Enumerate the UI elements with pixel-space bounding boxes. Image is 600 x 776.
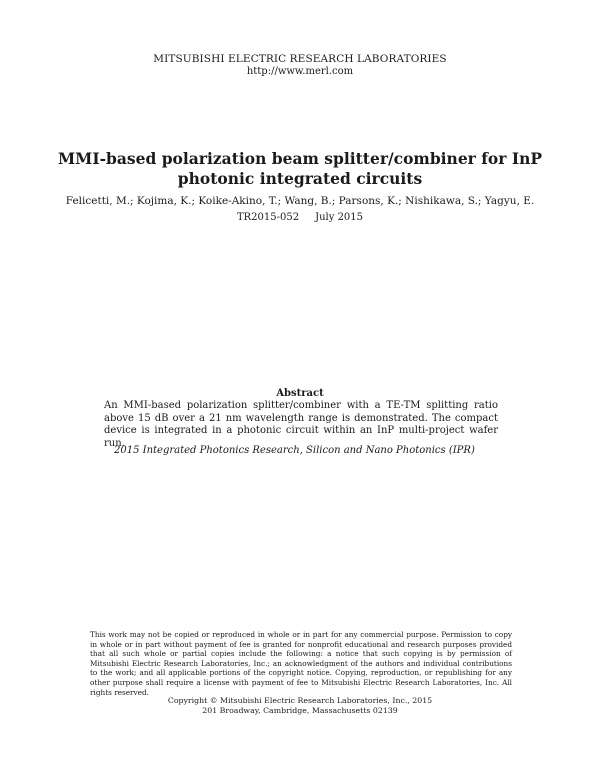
paper-title-line-2: photonic integrated circuits bbox=[177, 169, 423, 188]
copyright-block bbox=[0, 696, 600, 715]
address-line: 201 Broadway, Cambridge, Massachusetts 02139 bbox=[202, 705, 398, 715]
paper-title-line-1: MMI-based polarization beam splitter/combiner for InP bbox=[58, 149, 542, 168]
copyright-notice: This work may not be copied or reproduced in whole or in part for any commercial purpose. Permission to copy in whole or in part without payment of fee is granted for nonprofit educational and research purposes provided that all such whole or partial copies include the following: a notice that such copying is by permission of Mitsubishi Electric Research Laboratories, Inc.; an acknowledgment of the authors and individual contributions to the work; and all applicable portions of the copyright notice. Copying, reproduction, or republishing for any other purpose shall require a license with payment of fee to Mitsubishi Electric Research Laboratories, Inc. All rights reserved. bbox=[90, 630, 512, 697]
report-date: July 2015 bbox=[315, 212, 364, 223]
paper-title bbox=[0, 149, 600, 189]
lab-url: http://www.merl.com bbox=[246, 66, 354, 77]
publication-venue: 2015 Integrated Photonics Research, Silicon and Nano Photonics (IPR) bbox=[114, 445, 475, 456]
lab-name: MITSUBISHI ELECTRIC RESEARCH LABORATORIES bbox=[153, 53, 447, 65]
abstract-heading: Abstract bbox=[276, 388, 324, 399]
report-number: TR2015-052 bbox=[236, 212, 300, 223]
paper-authors: Felicetti, M.; Kojima, K.; Koike-Akino, T.; Wang, B.; Parsons, K.; Nishikawa, S.; Yagyu, E. bbox=[65, 195, 535, 207]
copyright-line: Copyright © Mitsubishi Electric Research Laboratories, Inc., 2015 bbox=[167, 696, 433, 705]
abstract-body: An MMI-based polarization splitter/combiner with a TE-TM splitting ratio above 15 dB over a 21 nm wavelength range is demonstrated. The compact device is integrated in a photonic circuit within an InP multi-project wafer run. bbox=[104, 400, 498, 449]
report-info bbox=[0, 212, 600, 223]
